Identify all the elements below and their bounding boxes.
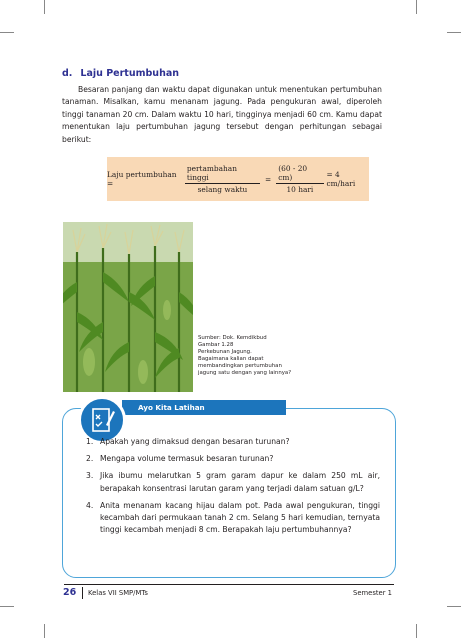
crop-mark [416,0,417,14]
crop-mark [447,32,461,33]
item-number: 3. [86,471,94,481]
footer-separator [82,587,83,599]
caption-source: Sumber: Dok. Kemdikbud [198,335,267,341]
item-number: 1. [86,437,94,446]
list-item [86,470,380,494]
paragraph-text: Besaran panjang dan waktu dapat digunakan untuk menentukan pertumbuhan tanaman. Misalkan, kamu menanam jagung. Pada pengukuran awal, diperoleh tinggi tanaman 20 cm. Dalam waktu 10 hari, tingginya menjadi 60 cm. Kamu dapat menentukan laju pertumbuhan jagung tersebut dengan perhitungan sebagai berikut: [62,85,382,144]
item-text: Anita menanam kacang hijau dalam pot. Pada awal pengukuran, tinggi kecambah dari permukaan tanah 2 cm. Selang 5 hari kemudian, ternyata tinggi kecambah menjadi 8 cm. Berapakah laju pertumbuhannya? [100,500,380,535]
formula-lhs: Laju pertumbuhan = [107,170,177,188]
body-paragraph [62,84,382,146]
list-item [86,436,380,448]
item-text: Apakah yang dimaksud dengan besaran turunan? [100,437,290,446]
fraction-numerator: (60 - 20 cm) [276,164,323,184]
item-number: 4. [86,500,94,510]
list-item [86,453,380,465]
exercise-list [86,436,380,541]
exercise-label: Ayo Kita Latihan [138,403,205,412]
pencil-paper-icon [81,399,123,441]
growth-rate-formula [107,157,369,201]
corn-plants-illustration [63,222,193,392]
crop-mark [44,624,45,638]
list-item [86,500,380,537]
item-text: Jika ibumu melarutkan 5 gram garam dapur ke dalam 250 mL air, berapakah konsentrasi larutan garam yang terjadi dalam satuan g/L? [100,471,380,493]
crop-mark [44,0,45,14]
section-title: Laju Pertumbuhan [80,68,180,79]
formula-box [107,157,369,201]
figure-caption [198,335,291,377]
crop-mark [447,606,461,607]
page-number: 26 [63,587,77,598]
footer-rule [64,584,394,585]
formula-result: = 4 cm/hari [326,170,356,188]
formula-fraction-values [276,164,323,194]
caption-question: membandingkan pertumbuhan [198,363,282,369]
footer-book-title: Kelas VII SMP/MTs [88,589,148,597]
formula-fraction-definition [185,164,260,194]
section-letter: d. [62,68,73,79]
item-number: 2. [86,454,94,464]
caption-figure-number: Gambar 1.28 [198,342,234,348]
section-heading [62,68,179,79]
caption-question: Bagaimana kalian dapat [198,356,264,362]
caption-title: Perkebunan Jagung. [198,349,252,355]
crop-mark [0,32,14,33]
footer-semester: Semester 1 [353,589,392,597]
caption-question: jagung satu dengan yang lainnya? [198,370,292,376]
fraction-denominator: selang waktu [197,185,248,194]
item-text: Mengapa volume termasuk besaran turunan? [100,454,274,464]
corn-field-photo [63,222,193,392]
crop-mark [416,624,417,638]
crop-mark [0,606,14,607]
fraction-denominator: 10 hari [286,185,314,194]
formula-equals: = [265,174,272,184]
fraction-numerator: pertambahan tinggi [185,164,260,184]
